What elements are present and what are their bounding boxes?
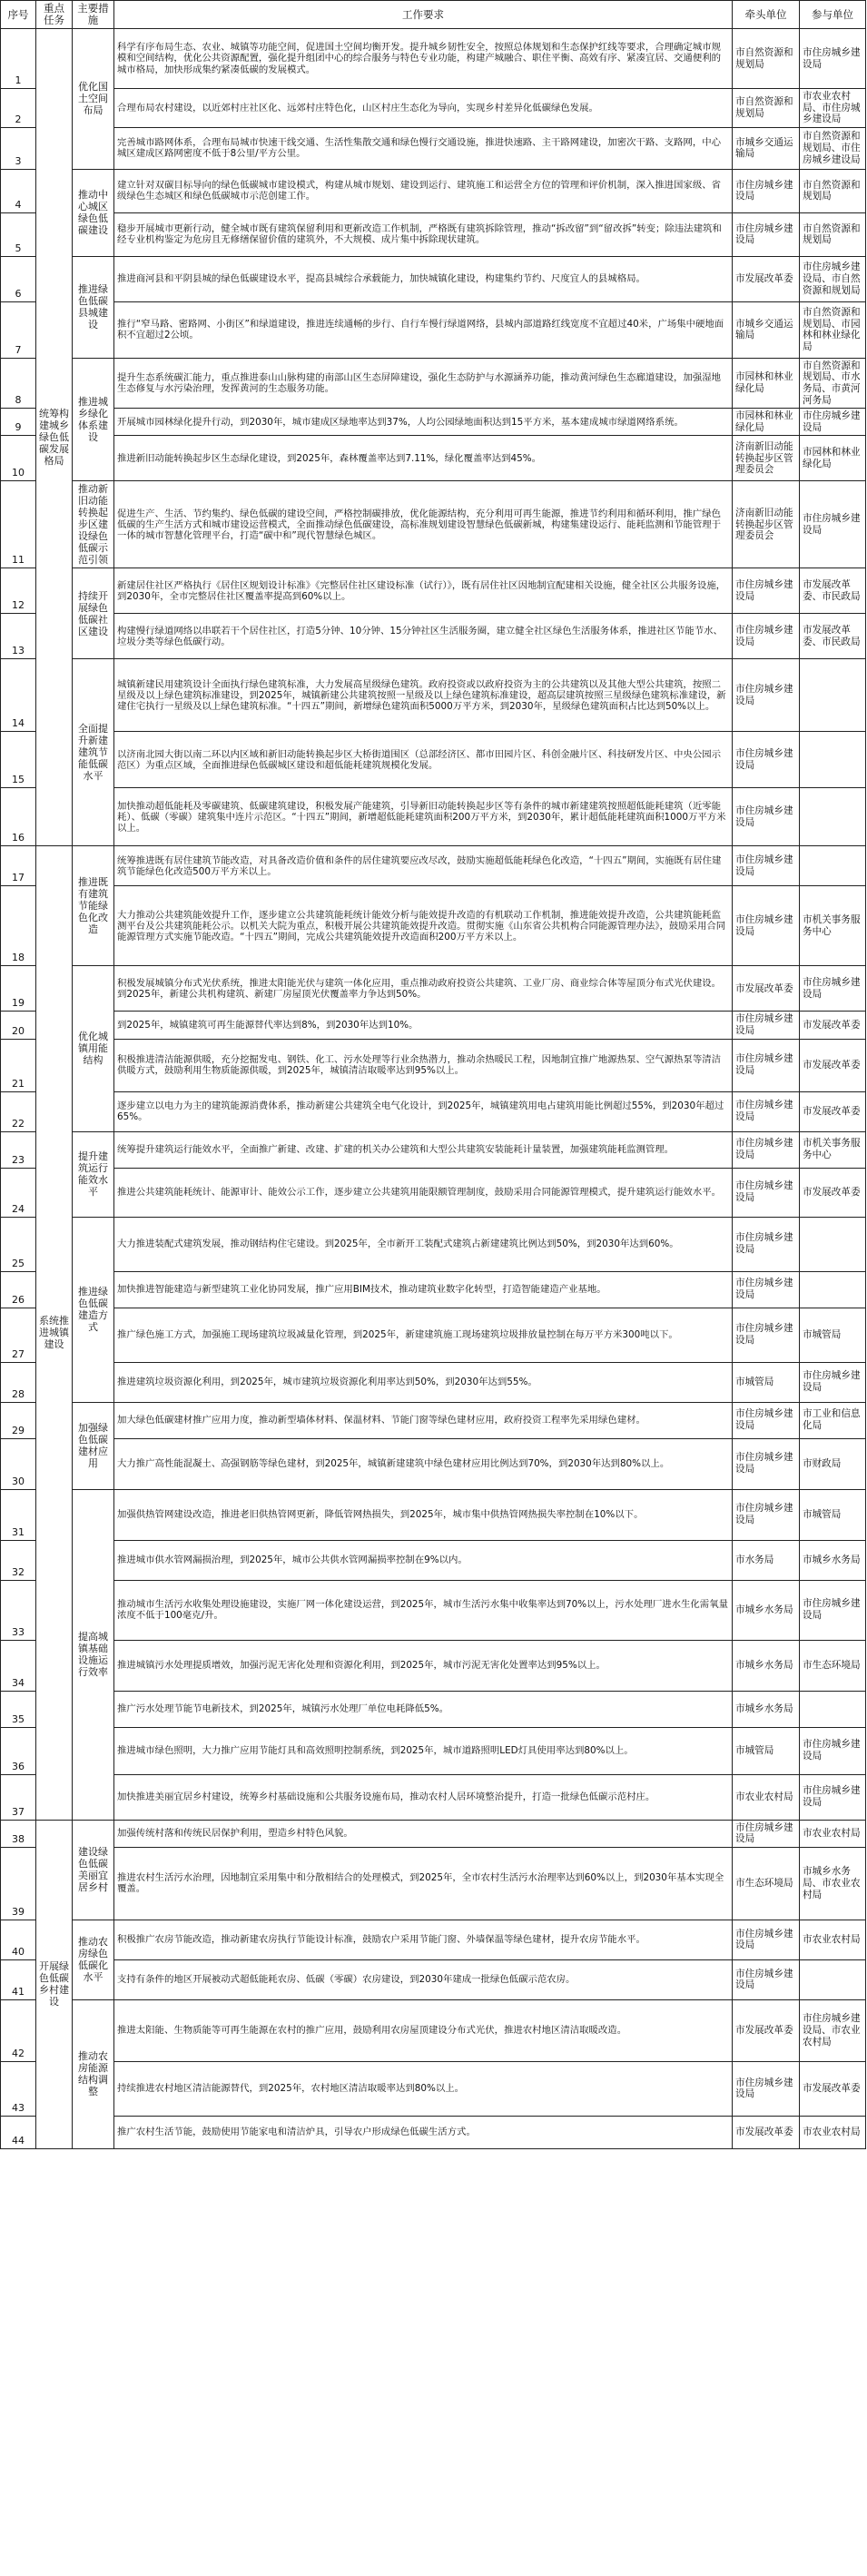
table-row xyxy=(1,1489,866,1540)
row-number: 17 xyxy=(1,846,36,886)
participating-unit-cell: 市住房城乡建设局、市农业农村局 xyxy=(800,1999,866,2061)
lead-unit-cell: 市住房城乡建设局 xyxy=(733,2061,800,2116)
table-row xyxy=(1,1959,866,1999)
participating-unit-cell: 市生态环境局 xyxy=(800,1640,866,1691)
row-number: 36 xyxy=(1,1727,36,1774)
participating-unit-cell xyxy=(800,732,866,788)
header-participating-unit: 参与单位 xyxy=(800,1,866,29)
table-row xyxy=(1,614,866,659)
row-number: 27 xyxy=(1,1308,36,1362)
requirement-cell: 推广农村生活节能，鼓励使用节能家电和清洁炉具，引导农户形成绿色低碳生活方式。 xyxy=(114,2116,733,2148)
participating-unit-cell: 市发展改革委 xyxy=(800,1012,866,1039)
lead-unit-cell: 市住房城乡建设局 xyxy=(733,1271,800,1308)
table-row xyxy=(1,1727,866,1774)
table-row xyxy=(1,29,866,89)
measure-cell: 优化国土空间布局 xyxy=(73,29,114,170)
participating-unit-cell: 市机关事务服务中心 xyxy=(800,1131,866,1168)
table-row xyxy=(1,1920,866,1959)
lead-unit-cell: 市住房城乡建设局 xyxy=(733,1091,800,1131)
row-number: 21 xyxy=(1,1039,36,1091)
measure-cell: 推动农房绿色低碳化水平 xyxy=(73,1920,114,1999)
participating-unit-cell: 市财政局 xyxy=(800,1438,866,1489)
row-number: 31 xyxy=(1,1489,36,1540)
lead-unit-cell: 市水务局 xyxy=(733,1540,800,1580)
row-number: 26 xyxy=(1,1271,36,1308)
lead-unit-cell: 市住房城乡建设局 xyxy=(733,212,800,256)
participating-unit-cell: 市发展改革委 xyxy=(800,1039,866,1091)
participating-unit-cell: 市发展改革委、市民政局 xyxy=(800,568,866,614)
requirement-cell: 推行“窄马路、密路网、小街区”和绿道建设，推进连续通畅的步行、自行车慢行绿道网络，县城内部道路红线宽度不宜超过40米，广场集中硬地面积不宜超过2公顷。 xyxy=(114,301,733,358)
lead-unit-cell: 市住房城乡建设局 xyxy=(733,1489,800,1540)
lead-unit-cell: 市园林和林业绿化局 xyxy=(733,358,800,408)
table-row xyxy=(1,1362,866,1402)
requirement-cell: 科学有序布局生态、农业、城镇等功能空间，促进国土空间均衡开发。提升城乡韧性安全，按照总体规划和生态保护红线等要求，合理确定城市规模和空间结构，优化公共资源配置，强化提升组团中心的综合服务与特色专业功能，构建产城融合、职住平衡、高效有序、紧凑宜居、交通便利的城市格局，加快形成集约紧凑低碳的发展模式。 xyxy=(114,29,733,89)
requirement-cell: 推进农村生活污水治理，因地制宜采用集中和分散相结合的处理模式，到2025年，全市农村生活污水治理率达到60%以上，到2030年基本实现全覆盖。 xyxy=(114,1847,733,1920)
row-number: 39 xyxy=(1,1847,36,1920)
table-row xyxy=(1,169,866,212)
lead-unit-cell: 市城乡交通运输局 xyxy=(733,127,800,169)
participating-unit-cell: 市园林和林业绿化局 xyxy=(800,436,866,481)
lead-unit-cell: 市住房城乡建设局 xyxy=(733,1168,800,1217)
row-number: 25 xyxy=(1,1217,36,1271)
table-row xyxy=(1,1438,866,1489)
table-row xyxy=(1,1847,866,1920)
requirement-cell: 建立针对双碳目标导向的绿色低碳城市建设模式，构建从城市规划、建设到运行、建筑施工和运营全方位的管理和评价机制，深入推进国家级、省级绿色生态城区和绿色低碳城市示范创建工作。 xyxy=(114,169,733,212)
participating-unit-cell: 市自然资源和规划局、市住房城乡建设局 xyxy=(800,127,866,169)
requirement-cell: 新建居住社区严格执行《居住区规划设计标准》《完整居住社区建设标准（试行）》，既有居住社区因地制宜配建相关设施，健全社区公共服务设施，到2030年，全市完整居住社区覆盖率提高到60%以上。 xyxy=(114,568,733,614)
row-number: 35 xyxy=(1,1691,36,1727)
lead-unit-cell: 市住房城乡建设局 xyxy=(733,1012,800,1039)
row-number: 19 xyxy=(1,966,36,1012)
row-number: 30 xyxy=(1,1438,36,1489)
table-row xyxy=(1,732,866,788)
lead-unit-cell: 市自然资源和规划局 xyxy=(733,29,800,89)
requirement-cell: 大力推进装配式建筑发展，推动钢结构住宅建设。到2025年，全市新开工装配式建筑占新建建筑比例达到50%，到2030年达到60%。 xyxy=(114,1217,733,1271)
table-row xyxy=(1,1091,866,1131)
participating-unit-cell: 市住房城乡建设局 xyxy=(800,1727,866,1774)
lead-unit-cell: 市住房城乡建设局 xyxy=(733,732,800,788)
lead-unit-cell: 市城乡水务局 xyxy=(733,1580,800,1640)
participating-unit-cell: 市农业农村局、市住房城乡建设局 xyxy=(800,89,866,128)
lead-unit-cell: 市城乡交通运输局 xyxy=(733,301,800,358)
participating-unit-cell: 市发展改革委 xyxy=(800,1168,866,1217)
row-number: 14 xyxy=(1,659,36,732)
table-row xyxy=(1,1271,866,1308)
row-number: 11 xyxy=(1,481,36,568)
row-number: 33 xyxy=(1,1580,36,1640)
lead-unit-cell: 市发展改革委 xyxy=(733,2116,800,2148)
header-measure: 主要措施 xyxy=(73,1,114,29)
lead-unit-cell: 市城乡水务局 xyxy=(733,1640,800,1691)
lead-unit-cell: 济南新旧动能转换起步区管理委员会 xyxy=(733,436,800,481)
participating-unit-cell: 市住房城乡建设局 xyxy=(800,29,866,89)
lead-unit-cell: 市住房城乡建设局 xyxy=(733,614,800,659)
measure-cell: 推进城乡绿化体系建设 xyxy=(73,358,114,481)
participating-unit-cell: 市城管局 xyxy=(800,1308,866,1362)
table-row xyxy=(1,358,866,408)
table-row xyxy=(1,1774,866,1820)
lead-unit-cell: 市农业农村局 xyxy=(733,1774,800,1820)
header-task: 重点任务 xyxy=(36,1,73,29)
participating-unit-cell: 市住房城乡建设局 xyxy=(800,966,866,1012)
row-number: 5 xyxy=(1,212,36,256)
participating-unit-cell: 市机关事务服务中心 xyxy=(800,886,866,966)
measure-cell: 加强绿色低碳建材应用 xyxy=(73,1402,114,1489)
table-row xyxy=(1,1999,866,2061)
table-row xyxy=(1,2061,866,2116)
lead-unit-cell: 市生态环境局 xyxy=(733,1847,800,1920)
table-row xyxy=(1,256,866,301)
requirement-cell: 加强供热管网建设改造，推进老旧供热管网更新，降低管网热损失，到2025年，城市集中供热管网热损失率控制在10%以下。 xyxy=(114,1489,733,1540)
requirement-cell: 推广绿色施工方式，加强施工现场建筑垃圾减量化管理，到2025年，新建建筑施工现场建筑垃圾排放量控制在每万平方米300吨以下。 xyxy=(114,1308,733,1362)
row-number: 1 xyxy=(1,29,36,89)
lead-unit-cell: 市住房城乡建设局 xyxy=(733,788,800,846)
table-header-row xyxy=(1,1,866,29)
requirement-cell: 推进公共建筑能耗统计、能源审计、能效公示工作，逐步建立公共建筑用能限额管理制度，鼓励采用合同能源管理模式，提升建筑运行能效水平。 xyxy=(114,1168,733,1217)
row-number: 16 xyxy=(1,788,36,846)
lead-unit-cell: 市住房城乡建设局 xyxy=(733,568,800,614)
lead-unit-cell: 市住房城乡建设局 xyxy=(733,1131,800,1168)
requirement-cell: 推进城镇污水处理提质增效，加强污泥无害化处理和资源化利用，到2025年，城市污泥无害化处置率达到95%以上。 xyxy=(114,1640,733,1691)
table-row xyxy=(1,568,866,614)
requirement-cell: 促进生产、生活、节约集约、绿色低碳的建设空间，严格控制碳排放，优化能源结构，充分利用可再生能源，推进节约利用和循环利用，推广绿色低碳的生产生活方式和城市建设运营模式，全面推动绿色低碳建设，高标准规划建设智慧绿色低碳新城，构建集建设运行、能耗监测和节能管理于一体的城市智慧化管理平台，打造“碳中和”现代智慧绿色城区。 xyxy=(114,481,733,568)
requirement-cell: 加大绿色低碳建材推广应用力度，推动新型墙体材料、保温材料、节能门窗等绿色建材应用，政府投资工程率先采用绿色建材。 xyxy=(114,1402,733,1438)
task-cell: 开展绿色低碳乡村建设 xyxy=(36,1820,73,2148)
requirement-cell: 积极发展城镇分布式光伏系统，推进太阳能光伏与建筑一体化应用，重点推动政府投资公共建筑、工业厂房、商业综合体等屋顶分布式光伏建设。到2025年，新建公共机构建筑、新建厂房屋顶光伏覆盖率力争达到50%。 xyxy=(114,966,733,1012)
table-row xyxy=(1,1540,866,1580)
lead-unit-cell: 市住房城乡建设局 xyxy=(733,1920,800,1959)
row-number: 29 xyxy=(1,1402,36,1438)
measure-cell: 推进绿色低碳建造方式 xyxy=(73,1217,114,1402)
lead-unit-cell: 济南新旧动能转换起步区管理委员会 xyxy=(733,481,800,568)
row-number: 2 xyxy=(1,89,36,128)
lead-unit-cell: 市园林和林业绿化局 xyxy=(733,409,800,436)
task-cell: 系统推进城镇建设 xyxy=(36,846,73,1820)
measure-cell: 提升建筑运行能效水平 xyxy=(73,1131,114,1217)
measure-cell: 推动新旧动能转换起步区建设绿色低碳示范引领 xyxy=(73,481,114,568)
header-no: 序号 xyxy=(1,1,36,29)
requirement-cell: 加强传统村落和传统民居保护利用，塑造乡村特色风貌。 xyxy=(114,1820,733,1847)
row-number: 9 xyxy=(1,409,36,436)
table-row xyxy=(1,1640,866,1691)
participating-unit-cell xyxy=(800,788,866,846)
measure-cell: 持续开展绿色低碳社区建设 xyxy=(73,568,114,659)
lead-unit-cell: 市住房城乡建设局 xyxy=(733,1438,800,1489)
row-number: 20 xyxy=(1,1012,36,1039)
requirement-cell: 加快推进美丽宜居乡村建设，统筹乡村基础设施和公共服务设施布局，推动农村人居环境整治提升，打造一批绿色低碳示范村庄。 xyxy=(114,1774,733,1820)
table-row xyxy=(1,481,866,568)
table-row xyxy=(1,212,866,256)
measure-cell: 推进既有建筑节能绿色化改造 xyxy=(73,846,114,966)
requirement-cell: 推进新旧动能转换起步区生态绿化建设，到2025年，森林覆盖率达到7.11%，绿化覆盖率达到45%。 xyxy=(114,436,733,481)
requirement-cell: 推进城市绿色照明，大力推广应用节能灯具和高效照明控制系统，到2025年，城市道路照明LED灯具使用率达到80%以上。 xyxy=(114,1727,733,1774)
lead-unit-cell: 市住房城乡建设局 xyxy=(733,1217,800,1271)
row-number: 22 xyxy=(1,1091,36,1131)
row-number: 18 xyxy=(1,886,36,966)
table-row xyxy=(1,89,866,128)
measure-cell: 推动农房能源结构调整 xyxy=(73,1999,114,2148)
participating-unit-cell: 市自然资源和规划局、市水务局、市黄河河务局 xyxy=(800,358,866,408)
requirement-cell: 以济南北园大街以南二环以内区域和新旧动能转换起步区大桥街道围区（总部经济区、都市田园片区、科创金融片区、科技研发片区、中央公园示范区）为重点区域，全面推进绿色低碳城区建设和超低能耗建筑规模化发展。 xyxy=(114,732,733,788)
lead-unit-cell: 市自然资源和规划局 xyxy=(733,89,800,128)
participating-unit-cell xyxy=(800,1959,866,1999)
table-row xyxy=(1,127,866,169)
table-body xyxy=(1,29,866,2149)
participating-unit-cell xyxy=(800,846,866,886)
requirement-cell: 统筹提升建筑运行能效水平，全面推广新建、改建、扩建的机关办公建筑和大型公共建筑安装能耗计量装置，加强建筑能耗监测管理。 xyxy=(114,1131,733,1168)
table-row xyxy=(1,1402,866,1438)
participating-unit-cell: 市农业农村局 xyxy=(800,1920,866,1959)
row-number: 23 xyxy=(1,1131,36,1168)
requirement-cell: 加快推动超低能耗及零碳建筑、低碳建筑建设，积极发展产能建筑，引导新旧动能转换起步区等有条件的城市新建建筑按照超低能耗建筑（近零能耗）、低碳（零碳）建筑集中连片示范区。“十四五”期间，新增超低能耗建筑面积200万平方米，到2030年，累计超低能耗建筑面积1000万平方米以上。 xyxy=(114,788,733,846)
participating-unit-cell: 市发展改革委、市民政局 xyxy=(800,614,866,659)
table-row xyxy=(1,1580,866,1640)
row-number: 43 xyxy=(1,2061,36,2116)
requirement-cell: 到2025年，城镇建筑可再生能源替代率达到8%，到2030年达到10%。 xyxy=(114,1012,733,1039)
lead-unit-cell: 市住房城乡建设局 xyxy=(733,1039,800,1091)
row-number: 34 xyxy=(1,1640,36,1691)
lead-unit-cell: 市发展改革委 xyxy=(733,1999,800,2061)
lead-unit-cell: 市住房城乡建设局 xyxy=(733,659,800,732)
requirement-cell: 推进城市供水管网漏损治理，到2025年，城市公共供水管网漏损率控制在9%以内。 xyxy=(114,1540,733,1580)
requirement-cell: 大力推动公共建筑能效提升工作，逐步建立公共建筑能耗统计能效分析与能效提升改造的有机联动工作机制，推进能效提升改造，公共建筑能耗监测平台及公共建筑能耗公示。以机关大院为重点，积极开展公共建筑能效提升改造。贯彻实施《山东省公共机构合同能源管理办法》，鼓励采用合同能源管理方式实施节能改造。“十四五”期间，完成公共建筑能效提升改造面积200万平方米以上。 xyxy=(114,886,733,966)
participating-unit-cell xyxy=(800,1691,866,1727)
table-row xyxy=(1,886,866,966)
requirement-cell: 推进商河县和平阴县城的绿色低碳建设水平，提高县城综合承载能力，加快城镇化建设，构建集约节约、尺度宜人的县城格局。 xyxy=(114,256,733,301)
lead-unit-cell: 市城管局 xyxy=(733,1727,800,1774)
header-requirement: 工作要求 xyxy=(114,1,733,29)
requirement-cell: 提升生态系统碳汇能力，重点推进泰山山脉构建的南部山区生态屏障建设，强化生态防护与水源涵养功能，推动黄河绿色生态廊道建设，加强湿地生态修复与水污染治理，发挥黄河的生态服务功能。 xyxy=(114,358,733,408)
participating-unit-cell: 市城管局 xyxy=(800,1489,866,1540)
requirement-cell: 大力推广高性能混凝土、高强钢筋等绿色建材，到2025年，城镇新建建筑中绿色建材应用比例达到70%，到2030年达到80%以上。 xyxy=(114,1438,733,1489)
table-row xyxy=(1,659,866,732)
row-number: 13 xyxy=(1,614,36,659)
table-row xyxy=(1,301,866,358)
lead-unit-cell: 市住房城乡建设局 xyxy=(733,846,800,886)
requirement-cell: 完善城市路网体系，合理布局城市快速干线交通、生活性集散交通和绿色慢行交通设施，推进快速路、主干路网建设，加密次干路、支路网，中心城区建成区路网密度不低于8公里/平方公里。 xyxy=(114,127,733,169)
participating-unit-cell xyxy=(800,659,866,732)
row-number: 7 xyxy=(1,301,36,358)
participating-unit-cell: 市自然资源和规划局 xyxy=(800,169,866,212)
requirement-cell: 构建慢行绿道网络以串联若干个居住社区，打造5分钟、10分钟、15分钟社区生活服务圈，建立健全社区绿色生活服务体系，推进社区节能节水、垃圾分类等绿色低碳行动。 xyxy=(114,614,733,659)
lead-unit-cell: 市住房城乡建设局 xyxy=(733,1959,800,1999)
participating-unit-cell xyxy=(800,1271,866,1308)
table-row xyxy=(1,1039,866,1091)
row-number: 12 xyxy=(1,568,36,614)
requirement-cell: 统筹推进既有居住建筑节能改造，对具备改造价值和条件的居住建筑要应改尽改，鼓励实施超低能耗绿色化改造，“十四五”期间，实施既有居住建筑节能绿色化改造500万平方米以上。 xyxy=(114,846,733,886)
table-row xyxy=(1,966,866,1012)
participating-unit-cell: 市住房城乡建设局、市自然资源和规划局 xyxy=(800,256,866,301)
row-number: 4 xyxy=(1,169,36,212)
participating-unit-cell: 市农业农村局 xyxy=(800,1820,866,1847)
measure-cell: 提高城镇基础设施运行效率 xyxy=(73,1489,114,1820)
participating-unit-cell: 市自然资源和规划局、市园林和林业绿化局 xyxy=(800,301,866,358)
participating-unit-cell: 市住房城乡建设局 xyxy=(800,1774,866,1820)
measure-cell: 建设绿色低碳美丽宜居乡村 xyxy=(73,1820,114,1920)
measure-cell: 推动中心城区绿色低碳建设 xyxy=(73,169,114,256)
participating-unit-cell: 市发展改革委 xyxy=(800,2061,866,2116)
participating-unit-cell: 市住房城乡建设局 xyxy=(800,1362,866,1402)
lead-unit-cell: 市城管局 xyxy=(733,1362,800,1402)
table-row xyxy=(1,1131,866,1168)
requirement-cell: 合理布局农村建设，以近郊村庄社区化、远郊村庄特色化，山区村庄生态化为导向，实现乡村差异化低碳绿色发展。 xyxy=(114,89,733,128)
lead-unit-cell: 市住房城乡建设局 xyxy=(733,1308,800,1362)
table-row xyxy=(1,846,866,886)
table-row xyxy=(1,409,866,436)
requirement-cell: 推广污水处理节能节电新技术，到2025年，城镇污水处理厂单位电耗降低5%。 xyxy=(114,1691,733,1727)
participating-unit-cell: 市住房城乡建设局 xyxy=(800,409,866,436)
requirement-cell: 加快推进智能建造与新型建筑工业化协同发展，推广应用BIM技术，推动建筑业数字化转型，打造智能建造产业基地。 xyxy=(114,1271,733,1308)
requirement-cell: 推动城市生活污水收集处理设施建设，实施厂网一体化建设运营，到2025年，城市生活污水集中收集率达到70%以上，污水处理厂进水生化需氧量浓度不低于100毫克/升。 xyxy=(114,1580,733,1640)
row-number: 41 xyxy=(1,1959,36,1999)
table-row xyxy=(1,2116,866,2148)
row-number: 10 xyxy=(1,436,36,481)
lead-unit-cell: 市城乡水务局 xyxy=(733,1691,800,1727)
row-number: 40 xyxy=(1,1920,36,1959)
table-row xyxy=(1,1308,866,1362)
participating-unit-cell: 市农业农村局 xyxy=(800,2116,866,2148)
header-lead-unit: 牵头单位 xyxy=(733,1,800,29)
task-cell: 统筹构建城乡绿色低碳发展格局 xyxy=(36,29,73,846)
row-number: 8 xyxy=(1,358,36,408)
participating-unit-cell: 市城乡水务局 xyxy=(800,1540,866,1580)
row-number: 32 xyxy=(1,1540,36,1580)
participating-unit-cell: 市自然资源和规划局 xyxy=(800,212,866,256)
requirement-cell: 支持有条件的地区开展被动式超低能耗农房、低碳（零碳）农房建设，到2030年建成一批绿色低碳示范农房。 xyxy=(114,1959,733,1999)
participating-unit-cell: 市城乡水务局、市农业农村局 xyxy=(800,1847,866,1920)
table-row xyxy=(1,1691,866,1727)
row-number: 37 xyxy=(1,1774,36,1820)
table-row xyxy=(1,788,866,846)
requirement-cell: 推进建筑垃圾资源化利用，到2025年，城市建筑垃圾资源化利用率达到50%，到2030年达到55%。 xyxy=(114,1362,733,1402)
table-row xyxy=(1,1217,866,1271)
row-number: 42 xyxy=(1,1999,36,2061)
requirement-cell: 城镇新建民用建筑设计全面执行绿色建筑标准，大力发展高星级绿色建筑。政府投资或以政府投资为主的公共建筑以及其他大型公共建筑，按照二星级及以上绿色建筑标准建设，到2025年，城镇新建公共建筑按照一星级及以上绿色建筑标准建设，超高层建筑按照三星级绿色建筑标准建设，新建住宅执行一星级及以上绿色建筑标准。“十四五”期间，新增绿色建筑面积5000万平方米，到2030年，星级绿色建筑面积占比达到50%以上。 xyxy=(114,659,733,732)
participating-unit-cell xyxy=(800,1217,866,1271)
table-row xyxy=(1,1012,866,1039)
participating-unit-cell: 市工业和信息化局 xyxy=(800,1402,866,1438)
row-number: 15 xyxy=(1,732,36,788)
participating-unit-cell: 市住房城乡建设局 xyxy=(800,1580,866,1640)
row-number: 28 xyxy=(1,1362,36,1402)
table-row xyxy=(1,1820,866,1847)
requirement-cell: 积极推进清洁能源供暖，充分挖掘发电、钢铁、化工、污水处理等行业余热潜力，推动余热暖民工程，因地制宜推广地源热泵、空气源热泵等清洁供暖方式，鼓励利用生物质能源供暖，到2025年，城镇清洁取暖率达到95%以上。 xyxy=(114,1039,733,1091)
measure-cell: 优化城镇用能结构 xyxy=(73,966,114,1131)
lead-unit-cell: 市住房城乡建设局 xyxy=(733,1402,800,1438)
lead-unit-cell: 市住房城乡建设局 xyxy=(733,886,800,966)
row-number: 24 xyxy=(1,1168,36,1217)
requirement-cell: 持续推进农村地区清洁能源替代，到2025年，农村地区清洁取暖率达到80%以上。 xyxy=(114,2061,733,2116)
requirement-cell: 推进太阳能、生物质能等可再生能源在农村的推广应用，鼓励利用农房屋顶建设分布式光伏，推进农村地区清洁取暖改造。 xyxy=(114,1999,733,2061)
lead-unit-cell: 市发展改革委 xyxy=(733,256,800,301)
row-number: 6 xyxy=(1,256,36,301)
requirement-cell: 逐步建立以电力为主的建筑能源消费体系，推动新建公共建筑全电气化设计，到2025年，城镇建筑用电占建筑用能比例超过55%，到2030年超过65%。 xyxy=(114,1091,733,1131)
row-number: 38 xyxy=(1,1820,36,1847)
table-row xyxy=(1,436,866,481)
requirement-cell: 稳步开展城市更新行动，健全城市既有建筑保留利用和更新改造工作机制，严格既有建筑拆除管理，推动“拆改留”到“留改拆”转变；除违法建筑和经专业机构鉴定为危房且无修缮保留价值的建筑外，不大规模、成片集中拆除现状建筑。 xyxy=(114,212,733,256)
participating-unit-cell: 市住房城乡建设局 xyxy=(800,481,866,568)
measure-cell: 全面提升新建建筑节能低碳水平 xyxy=(73,659,114,846)
requirement-cell: 开展城市园林绿化提升行动，到2030年，城市建成区绿地率达到37%，人均公园绿地面积达到15平方米，基本建成城市绿道网络系统。 xyxy=(114,409,733,436)
lead-unit-cell: 市住房城乡建设局 xyxy=(733,1820,800,1847)
table-row xyxy=(1,1168,866,1217)
row-number: 44 xyxy=(1,2116,36,2148)
lead-unit-cell: 市住房城乡建设局 xyxy=(733,169,800,212)
participating-unit-cell: 市发展改革委 xyxy=(800,1091,866,1131)
requirement-cell: 积极推广农房节能改造，推动新建农房执行节能设计标准，鼓励农户采用节能门窗、外墙保温等绿色建材，提升农房节能水平。 xyxy=(114,1920,733,1959)
lead-unit-cell: 市发展改革委 xyxy=(733,966,800,1012)
measure-cell: 推进绿色低碳县城建设 xyxy=(73,256,114,358)
row-number: 3 xyxy=(1,127,36,169)
